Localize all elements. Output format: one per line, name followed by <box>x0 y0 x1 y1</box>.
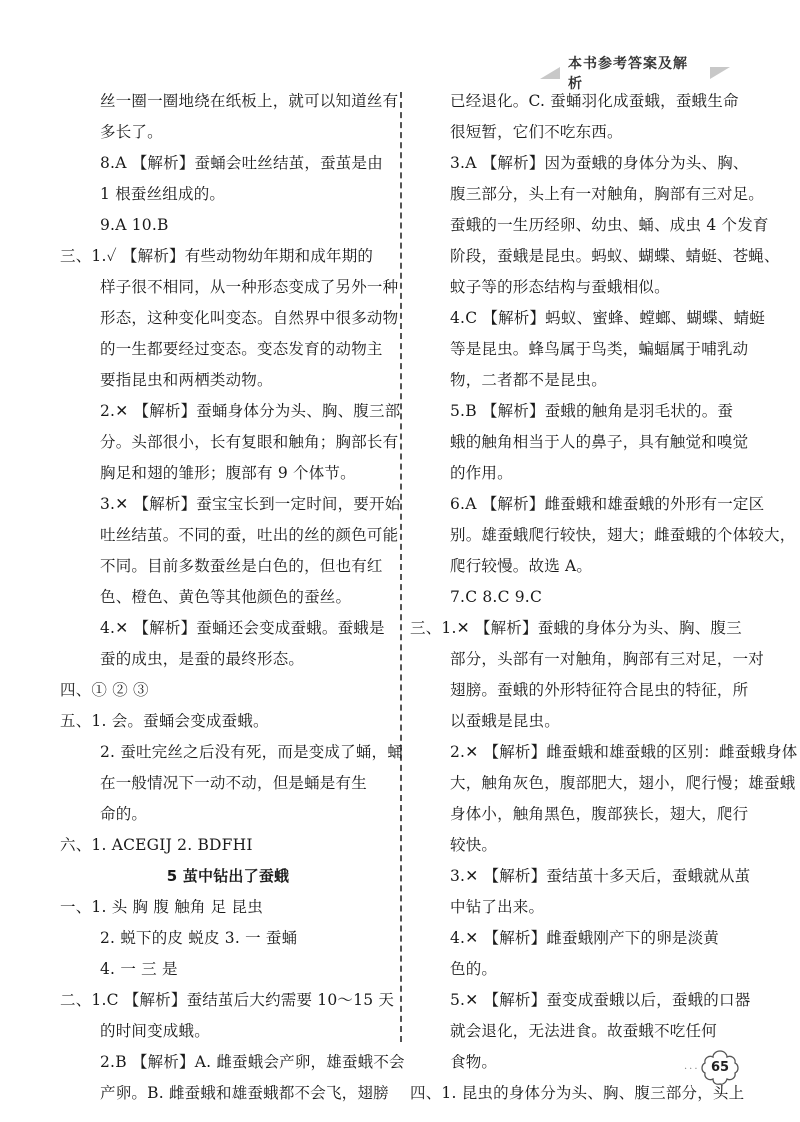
text-line: 命的。 <box>100 805 148 823</box>
text-line: 等是昆虫。蜂鸟属于鸟类，蝙蝠属于哺乳动 <box>450 340 749 358</box>
text-line: 样子很不相同，从一种形态变成了另外一种 <box>100 278 399 296</box>
text-line: 不同。目前多数蚕丝是白色的，但也有红 <box>100 557 383 575</box>
text-line: 以蚕蛾是昆虫。 <box>450 712 560 730</box>
text-line: 8.A 【解析】蚕蛹会吐丝结茧，蚕茧是由 <box>100 154 383 172</box>
section-title: 5 茧中钻出了蚕蛾 <box>166 867 290 885</box>
text-line: 已经退化。C. 蚕蛹羽化成蚕蛾，蚕蛾生命 <box>450 92 739 110</box>
text-line: 较快。 <box>450 836 498 854</box>
text-line: 3.A 【解析】因为蚕蛾的身体分为头、胸、 <box>450 154 749 172</box>
text-line: 在一般情况下一动不动，但是蛹是有生 <box>100 774 367 792</box>
page-number-badge <box>700 1048 740 1086</box>
text-line: 很短暂，它们不吃东西。 <box>450 123 623 141</box>
text-line: 腹三部分，头上有一对触角，胸部有三对足。 <box>450 185 765 203</box>
text-line: 4.✕ 【解析】蚕蛹还会变成蚕蛾。蚕蛾是 <box>100 619 385 637</box>
text-line: 蚕蛾的一生历经卵、幼虫、蛹、成虫 4 个发育 <box>450 216 769 234</box>
text-line: 2.✕ 【解析】雌蚕蛾和雄蚕蛾的区别：雌蚕蛾身体 <box>450 743 798 761</box>
text-line: 胸足和翅的雏形；腹部有 9 个体节。 <box>100 464 356 482</box>
text-line: 食物。 <box>450 1053 498 1071</box>
text-line: 就会退化，无法进食。故蚕蛾不吃任何 <box>450 1022 717 1040</box>
text-line: 4.C 【解析】蚂蚁、蜜蜂、螳螂、蝴蝶、蜻蜓 <box>450 309 765 327</box>
text-line: 阶段，蚕蛾是昆虫。蚂蚁、蝴蝶、蜻蜓、苍蝇、 <box>450 247 780 265</box>
text-line: 大，触角灰色，腹部肥大，翅小，爬行慢；雄蚕蛾 <box>450 774 796 792</box>
text-line: 四、1. 昆虫的身体分为头、胸、腹三部分，头上 <box>410 1084 745 1102</box>
text-line: 2.✕ 【解析】蚕蛹身体分为头、胸、腹三部 <box>100 402 401 420</box>
text-line: 四、① ② ③ <box>60 681 149 699</box>
text-line: 色的。 <box>450 960 498 978</box>
header-title: 本书参考答案及解析 <box>568 56 688 92</box>
text-line: 吐丝结茧。不同的蚕，吐出的丝的颜色可能 <box>100 526 399 544</box>
text-line: 产卵。B. 雌蚕蛾和雄蚕蛾都不会飞，翅膀 <box>100 1084 389 1102</box>
text-line: 2. 蚕吐完丝之后没有死，而是变成了蛹，蛹 <box>100 743 403 761</box>
text-line: 要指昆虫和两栖类动物。 <box>100 371 273 389</box>
text-line: 多长了。 <box>100 123 163 141</box>
text-line: 的一生都要经过变态。变态发育的动物主 <box>100 340 383 358</box>
right-column <box>410 86 798 1109</box>
text-line: 三、1.✓ 【解析】有些动物幼年期和成年期的 <box>60 247 374 265</box>
text-line: 3.✕ 【解析】蚕宝宝长到一定时间，要开始 <box>100 495 401 513</box>
page-number-dots: ··· <box>684 1064 700 1075</box>
text-line: 五、1. 会。蚕蛹会变成蚕蛾。 <box>60 712 269 730</box>
text-line: 5.B 【解析】蚕蛾的触角是羽毛状的。蚕 <box>450 402 734 420</box>
text-line: 中钻了出来。 <box>450 898 545 916</box>
text-line: 爬行较慢。故选 A。 <box>450 557 593 575</box>
text-line: 4.✕ 【解析】雌蚕蛾刚产下的卵是淡黄 <box>450 929 720 947</box>
text-line: 蛾的触角相当于人的鼻子，具有触觉和嗅觉 <box>450 433 749 451</box>
text-line: 7.C 8.C 9.C <box>450 588 542 606</box>
text-line: 色、橙色、黄色等其他颜色的蚕丝。 <box>100 588 352 606</box>
text-line: 2.B 【解析】A. 雌蚕蛾会产卵，雄蚕蛾不会 <box>100 1053 405 1071</box>
right-triangle-ornament <box>710 67 730 79</box>
text-line: 2. 蜕下的皮 蜕皮 3. 一 蚕蛹 <box>100 929 298 947</box>
text-line: 的时间变成蛾。 <box>100 1022 210 1040</box>
text-line: 别。雄蚕蛾爬行较快，翅大；雌蚕蛾的个体较大， <box>450 526 796 544</box>
left-column <box>60 86 405 1109</box>
running-header <box>540 56 730 92</box>
text-line: 蚊子等的形态结构与蚕蛾相似。 <box>450 278 670 296</box>
text-line: 六、1. ACEGIJ 2. BDFHI <box>60 836 253 854</box>
text-line: 翅膀。蚕蛾的外形特征符合昆虫的特征，所 <box>450 681 749 699</box>
text-line: 蚕的成虫，是蚕的最终形态。 <box>100 650 305 668</box>
text-line: 一、1. 头 胸 腹 触角 足 昆虫 <box>60 898 263 916</box>
page-number: 65 <box>710 1059 730 1075</box>
column-divider <box>400 92 402 1042</box>
text-line: 二、1.C 【解析】蚕结茧后大约需要 10～15 天 <box>60 991 395 1009</box>
text-line: 部分，头部有一对触角，胸部有三对足，一对 <box>450 650 765 668</box>
text-line: 分。头部很小，长有复眼和触角；胸部长有 <box>100 433 399 451</box>
text-line: 9.A 10.B <box>100 216 169 234</box>
text-line: 丝一圈一圈地绕在纸板上，就可以知道丝有 <box>100 92 399 110</box>
text-line: 5.✕ 【解析】蚕变成蚕蛾以后，蚕蛾的口器 <box>450 991 751 1009</box>
text-line: 3.✕ 【解析】蚕结茧十多天后，蚕蛾就从茧 <box>450 867 751 885</box>
text-line: 三、1.✕ 【解析】蚕蛾的身体分为头、胸、腹三 <box>410 619 742 637</box>
text-line: 身体小，触角黑色，腹部狭长，翅大，爬行 <box>450 805 749 823</box>
text-line: 形态，这种变化叫变态。自然界中很多动物 <box>100 309 399 327</box>
text-line: 物，二者都不是昆虫。 <box>450 371 608 389</box>
text-line: 1 根蚕丝组成的。 <box>100 185 226 203</box>
text-line: 4. 一 三 是 <box>100 960 178 978</box>
text-line: 6.A 【解析】雌蚕蛾和雄蚕蛾的外形有一定区 <box>450 495 765 513</box>
text-line: 的作用。 <box>450 464 513 482</box>
left-triangle-ornament <box>540 67 560 79</box>
